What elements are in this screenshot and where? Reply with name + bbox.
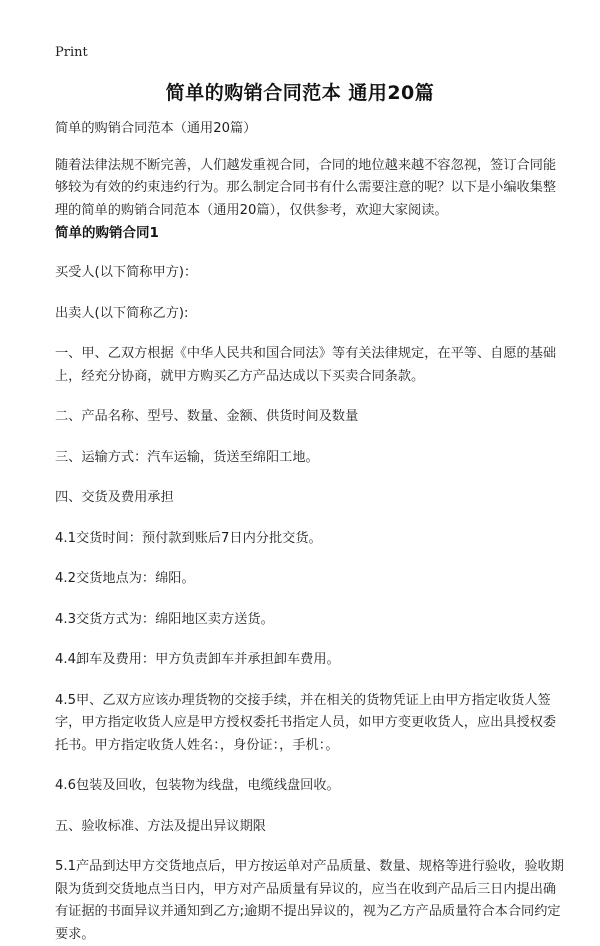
seller-line: 出卖人(以下简称乙方): [55, 305, 189, 321]
print-link[interactable]: Print [55, 45, 88, 60]
clause-4-4: 4.4卸车及费用：甲方负责卸车并承担卸车费用。 [55, 652, 340, 667]
clause-4: 四、交货及费用承担 [55, 490, 174, 505]
subtitle: 简单的购销合同范本（通用20篇） [55, 121, 257, 136]
document-title: 简单的购销合同范本 通用20篇 [165, 82, 435, 104]
clause-4-6: 4.6包装及回收，包装物为线盘，电缆线盘回收。 [55, 778, 340, 793]
document-body [55, 118, 564, 946]
clause-4-2: 4.2交货地点为：绵阳。 [55, 571, 195, 586]
clause-4-1: 4.1交货时间：预付款到账后7日内分批交货。 [55, 530, 322, 546]
clause-4-5: 4.5甲、乙双方应该办理货物的交接手续，并在相关的货物凭证上由甲方指定收货人签字，甲方指定收货人应是甲方授权委托书指定人员，如甲方变更收货人，应出具授权委托书。甲方指定收货人姓名：，身份证：，手机：。 [55, 692, 557, 753]
clause-3: 三、运输方式：汽车运输，货送至绵阳工地。 [55, 449, 319, 465]
buyer-line: 买受人(以下简称甲方)： [55, 265, 198, 280]
intro-paragraph: 随着法律法规不断完善，人们越发重视合同，合同的地位越来越不容忽视，签订合同能够较为有效的约束违约行为。那么制定合同书有什么需要注意的呢？以下是小编收集整理的简单的购销合同范本（通用20篇），仅供参考，欢迎大家阅读。 [55, 157, 557, 218]
clause-1: 一、甲、乙双方根据《中华人民共和国合同法》等有关法律规定，在平等、自愿的基础上，经充分协商，就甲方购买乙方产品达成以下买卖合同条款。 [55, 346, 557, 384]
clause-5-1: 5.1产品到达甲方交货地点后，甲方按运单对产品质量、数量、规格等进行验收，验收期限为货到交货地点当日内，甲方对产品质量有异议的，应当在收到产品后三日内提出确有证据的书面异议并通知到乙方;逾期不提出异议的，视为乙方产品质量符合本合同约定要求。 [55, 859, 564, 942]
clause-5: 五、验收标准、方法及提出异议期限 [55, 818, 266, 834]
clause-4-3: 4.3交货方式为：绵阳地区卖方送货。 [55, 611, 274, 627]
clause-2: 二、产品名称、型号、数量、金额、供货时间及数量 [55, 409, 359, 424]
section-heading: 简单的购销合同1 [55, 225, 159, 241]
